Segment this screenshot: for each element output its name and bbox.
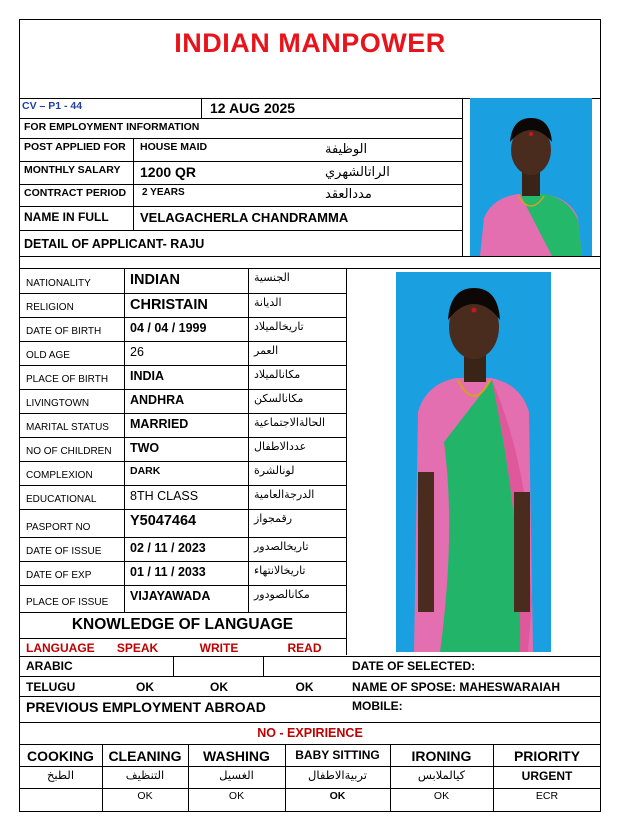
skill-value: OK <box>228 790 245 802</box>
skill-name: COOKING <box>27 748 94 764</box>
skill-name: CLEANING <box>108 748 182 764</box>
detail-value: 8TH CLASS <box>130 489 199 503</box>
post-applied-value: HOUSE MAID <box>140 141 208 153</box>
skill-value: OK <box>137 790 153 802</box>
employment-info-heading: FOR EMPLOYMENT INFORMATION <box>24 121 200 133</box>
cv-code: CV – P1 - 44 <box>22 100 83 112</box>
detail-label: LIVINGTOWN <box>26 398 90 409</box>
detail-heading: DETAIL OF APPLICANT- RAJU <box>24 237 205 251</box>
detail-label: DATE OF EXP <box>26 570 92 581</box>
detail-arabic: رقمجواز <box>254 512 293 525</box>
skill-value: OK <box>433 790 450 802</box>
salary-arabic: الراتالشهري <box>325 165 390 180</box>
skill-arabic: كيالملابس <box>417 768 466 782</box>
date-selected: DATE OF SELECTED: <box>352 659 476 673</box>
detail-label: DATE OF ISSUE <box>26 546 102 557</box>
contract-arabic: مددالعقد <box>325 187 372 202</box>
detail-value: ANDHRA <box>130 393 185 407</box>
cv-date: 12 AUG 2025 <box>210 100 296 116</box>
detail-arabic: مكانالسكن <box>254 392 304 405</box>
detail-arabic: مكانالصودور <box>254 588 310 601</box>
language-row-telugu: TELUGU <box>26 680 76 694</box>
skill-name: BABY SITTING <box>295 748 380 762</box>
detail-arabic: تاريخالصدور <box>254 540 309 553</box>
post-applied-arabic: الوظيفة <box>325 142 368 157</box>
detail-value: VIJAYAWADA <box>130 589 211 603</box>
detail-label: MARITAL STATUS <box>26 422 109 433</box>
detail-arabic: تاريخالانتهاء <box>254 564 306 577</box>
detail-label: DATE OF BIRTH <box>26 326 102 337</box>
telugu-write: OK <box>210 680 228 694</box>
detail-arabic: عددالاطفال <box>254 440 307 453</box>
language-col-read: READ <box>287 641 322 655</box>
telugu-read: OK <box>295 680 314 694</box>
applicant-photo-small <box>470 98 592 256</box>
page-title: INDIAN MANPOWER <box>174 28 446 58</box>
detail-value: DARK <box>130 465 161 477</box>
skill-value: OK <box>329 790 346 802</box>
detail-label: PLACE OF BIRTH <box>26 374 109 385</box>
detail-arabic: لونالشرة <box>254 464 295 477</box>
spouse-name: NAME OF SPOSE: MAHESWARAIAH <box>352 680 561 694</box>
detail-value: 01 / 11 / 2033 <box>130 565 206 579</box>
contract-label: CONTRACT PERIOD <box>24 187 127 199</box>
detail-arabic: الحالةالاجتماعية <box>254 416 326 429</box>
mobile-label: MOBILE: <box>352 699 403 713</box>
detail-value: Y5047464 <box>130 513 197 529</box>
post-applied-label: POST APPLIED FOR <box>24 141 126 153</box>
detail-value: TWO <box>130 441 160 455</box>
previous-employment-heading: PREVIOUS EMPLOYMENT ABROAD <box>26 699 266 715</box>
skill-value: ECR <box>535 790 559 802</box>
detail-label: PASPORT NO <box>26 522 91 533</box>
detail-value: 26 <box>130 345 144 359</box>
previous-employment-value: NO - EXPIRIENCE <box>257 726 363 740</box>
contract-value: 2 YEARS <box>142 187 185 198</box>
detail-label: NO OF CHILDREN <box>26 446 112 457</box>
detail-arabic: الجنسية <box>254 271 290 284</box>
skill-arabic: تربيةالاطفال <box>308 768 367 782</box>
language-col-write: WRITE <box>199 641 239 655</box>
detail-arabic: تاريخالميلاد <box>254 320 304 333</box>
detail-value: INDIA <box>130 369 165 383</box>
skill-name: WASHING <box>203 748 270 764</box>
detail-label: COMPLEXION <box>26 470 93 481</box>
name-value: VELAGACHERLA CHANDRAMMA <box>140 210 349 225</box>
detail-label: RELIGION <box>26 302 74 313</box>
skill-arabic: الغسيل <box>219 768 254 782</box>
detail-arabic: الديانة <box>254 296 282 309</box>
skill-name: IRONING <box>411 748 472 764</box>
name-label: NAME IN FULL <box>24 210 109 224</box>
telugu-speak: OK <box>136 680 154 694</box>
detail-value: MARRIED <box>130 417 189 431</box>
salary-value: 1200 QR <box>140 164 197 180</box>
detail-arabic: العمر <box>254 344 279 357</box>
detail-label: PLACE OF ISSUE <box>26 597 109 608</box>
detail-label: EDUCATIONAL <box>26 494 97 505</box>
detail-label: NATIONALITY <box>26 278 91 289</box>
skill-arabic: الطبخ <box>46 768 75 782</box>
language-col-speak: SPEAK <box>116 641 159 655</box>
detail-value: INDIAN <box>130 272 180 288</box>
detail-value: CHRISTAIN <box>130 297 208 313</box>
skill-arabic: URGENT <box>521 769 573 783</box>
applicant-photo-large <box>396 272 551 652</box>
detail-value: 02 / 11 / 2023 <box>130 541 206 555</box>
skill-name: PRIORITY <box>513 748 581 764</box>
language-row-arabic: ARABIC <box>26 659 73 673</box>
detail-value: 04 / 04 / 1999 <box>130 321 207 335</box>
language-col-language: LANGUAGE <box>26 641 95 655</box>
skill-arabic: التنظيف <box>125 768 165 782</box>
detail-arabic: الدرجةالعامية <box>254 488 315 501</box>
detail-arabic: مكانالميلاد <box>254 368 301 381</box>
salary-label: MONTHLY SALARY <box>24 164 121 176</box>
detail-label: OLD AGE <box>26 350 70 361</box>
language-heading: KNOWLEDGE OF LANGUAGE <box>71 616 294 633</box>
